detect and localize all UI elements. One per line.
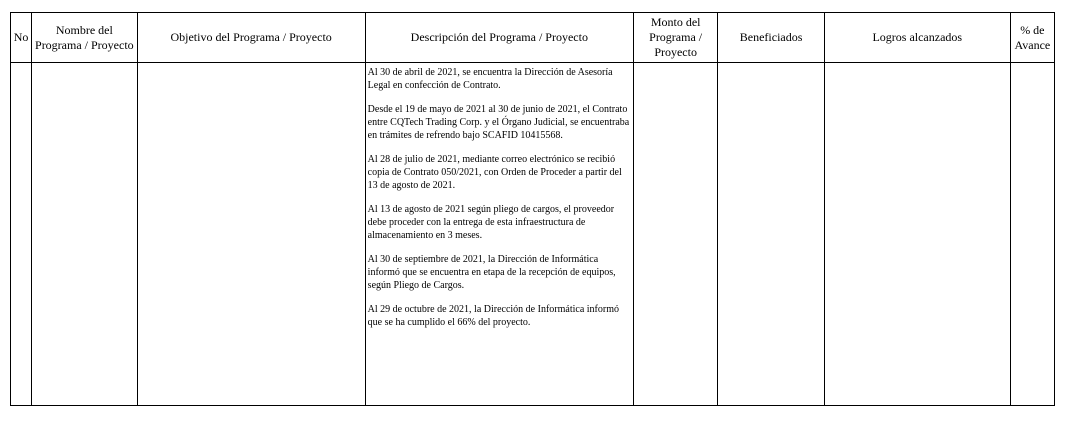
header-monto: Monto del Programa / Proyecto <box>633 13 717 63</box>
header-beneficiados: Beneficiados <box>718 13 825 63</box>
header-descripcion: Descripción del Programa / Proyecto <box>365 13 633 63</box>
header-row <box>11 13 1055 63</box>
cell-beneficiados <box>718 63 825 406</box>
cell-avance <box>1010 63 1054 406</box>
cell-objetivo <box>137 63 365 406</box>
cell-nombre <box>32 63 138 406</box>
desc-paragraph: Desde el 19 de mayo de 2021 al 30 de junio de 2021, el Contrato entre CQTech Trading Corp. y el Órgano Judicial, se encuentraba en trámites de refrendo bajo SCAFID 10415568. <box>367 104 630 141</box>
header-objetivo: Objetivo del Programa / Proyecto <box>137 13 365 63</box>
desc-paragraph: Al 28 de julio de 2021, mediante correo electrónico se recibió copia de Contrato 050/2021, con Orden de Proceder a partir del 13 de agosto de 2021. <box>367 154 622 191</box>
header-avance: % de Avance <box>1010 13 1054 63</box>
table-row <box>11 63 1055 406</box>
cell-no <box>11 63 32 406</box>
cell-descripcion <box>365 63 633 406</box>
cell-logros <box>824 63 1010 406</box>
program-report-table <box>10 12 1055 406</box>
desc-paragraph: Al 30 de abril de 2021, se encuentra la Dirección de Asesoría Legal en confección de Contrato. <box>367 67 613 91</box>
header-nombre: Nombre del Programa / Proyecto <box>32 13 138 63</box>
desc-paragraph: Al 13 de agosto de 2021 según pliego de cargos, el proveedor debe proceder con la entrega de esta infraestructura de almacenamiento en 3 meses. <box>367 204 615 241</box>
desc-paragraph: Al 29 de octubre de 2021, la Dirección de Informática informó que se ha cumplido el 66% del proyecto. <box>367 304 619 328</box>
header-logros: Logros alcanzados <box>824 13 1010 63</box>
desc-paragraph: Al 30 de septiembre de 2021, la Dirección de Informática informó que se encuentra en etapa de la recepción de equipos, según Pliego de Cargos. <box>367 254 616 291</box>
header-no: No <box>11 13 32 63</box>
cell-monto <box>633 63 717 406</box>
